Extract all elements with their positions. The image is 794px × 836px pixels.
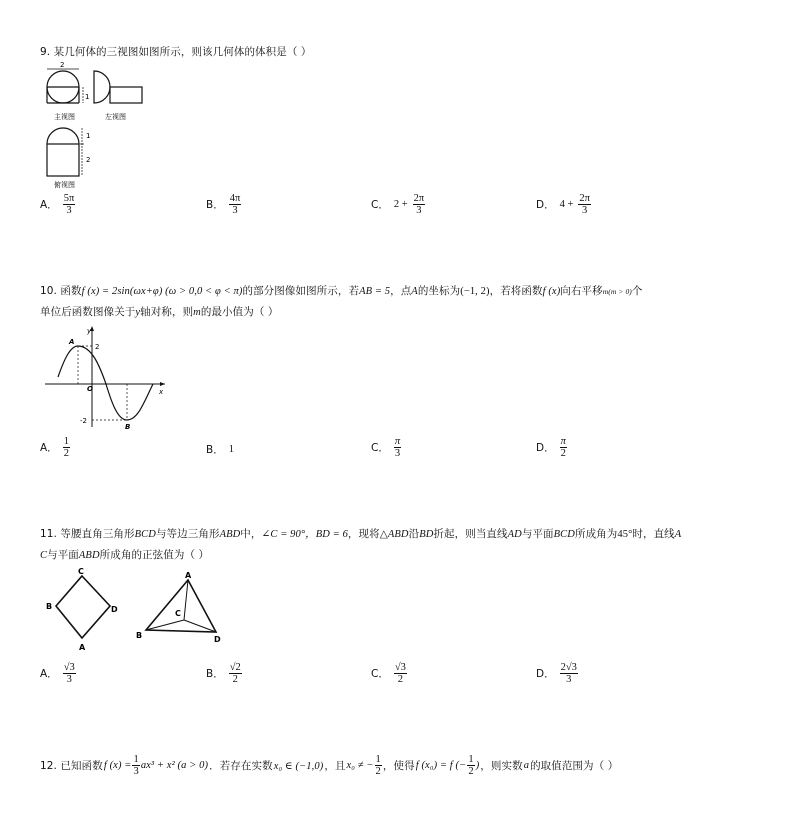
top-view-shape [47,128,79,144]
fraction: $\frac{1}{2}$ [63,436,69,460]
top-view-label: 俯视图 [54,181,75,189]
x-axis-label: x [159,388,164,396]
q10-stem-line2: 单位后函数图像关于y轴对称，则m的最小值为（ ） [40,306,279,318]
q11-stem-line2: C与平面ABD所成角的正弦值为（ ） [40,549,210,561]
q9-option-b[interactable]: B． $\frac{4\pi}{3}$ [206,193,241,217]
side-view-shape [94,71,110,103]
dim-2-top: 2 [60,61,65,69]
q10-option-a[interactable]: A． $\frac{1}{2}$ [40,436,69,460]
q10-stem-line1: 10. 函数f (x) = 2sin(ωx+φ) (ω > 0,0 < φ < π)的部分图像如图所示，若AB = 5，点A的坐标为(−1, 2)，若将函数f (x)向右平移m(m > 0)个 [40,285,643,297]
q11-option-c[interactable]: C． $\frac{√3}{2}$ [371,662,406,686]
q9-option-d[interactable]: D． 4 + $\frac{2\pi}{3}$ [536,193,590,217]
q9-option-c[interactable]: C． 2 + $\frac{2\pi}{3}$ [371,193,425,217]
dim-2-side: 2 [86,156,91,164]
q10-sine-graph [40,322,170,432]
front-view-label: 主视图 [54,113,75,121]
sine-curve [58,346,153,420]
fraction: $\frac{2\pi}{3}$ [579,193,590,217]
fraction: $\frac{5\pi}{3}$ [63,193,75,217]
point-b-label: B [125,423,131,431]
fraction: $\frac{\pi}{3}$ [394,436,401,460]
fraction-one-third: $\frac{1}{3}$ [133,754,139,778]
triangle-abd [146,580,216,632]
fig2-label-b: B [136,631,143,640]
fig2-label-a: A [185,571,192,580]
fraction: $\frac{√3}{3}$ [63,662,75,686]
fraction-one-half-b: $\frac{1}{2}$ [468,754,474,778]
q11-option-d[interactable]: D． $\frac{2√3}{3}$ [536,662,577,686]
fraction: $\frac{2\pi}{3}$ [413,193,425,217]
q10-option-d[interactable]: D． $\frac{\pi}{2}$ [536,436,566,460]
q10-option-b[interactable]: B． 1 [206,444,234,456]
q9-option-a[interactable]: A． $\frac{5\pi}{3}$ [40,193,75,217]
fraction: $\frac{\pi}{2}$ [560,436,566,460]
y-tick-neg2: -2 [80,417,87,425]
point-a-label: A [69,338,75,346]
origin-label: O [87,385,93,393]
square-bcda [56,576,110,638]
fig1-label-b: B [46,602,53,611]
q11-square-figure [44,566,124,656]
fraction: $\frac{4\pi}{3}$ [229,193,241,217]
q11-stem-line1: 11. 等腰直角三角形BCD与等边三角形ABD中，∠C = 90°，BD = 6，现将△ABD沿BD折起，则当直线AD与平面BCD所成角为45°时，直线A [40,528,682,540]
y-axis-label: y [87,327,92,335]
fraction: $\frac{√3}{2}$ [394,662,406,686]
q10-option-c[interactable]: C． $\frac{\pi}{3}$ [371,436,401,460]
fig2-label-c: C [175,609,181,618]
fraction: $\frac{√2}{2}$ [229,662,241,686]
fraction-one-half: $\frac{1}{2}$ [375,754,381,778]
dim-1-front: 1 [85,93,90,101]
dim-1-top: 1 [86,132,91,140]
side-view-label: 左视图 [105,113,126,121]
fig1-label-a: A [79,643,86,652]
fraction: $\frac{2√3}{3}$ [560,662,577,686]
fig2-label-d: D [214,635,221,644]
q11-option-a[interactable]: A． $\frac{√3}{3}$ [40,662,75,686]
q11-option-b[interactable]: B． $\frac{√2}{2}$ [206,662,241,686]
y-tick-2: 2 [95,343,100,351]
q9-stem: 9. 某几何体的三视图如图所示，则该几何体的体积是（ ） [40,46,312,58]
fig1-label-c: C [78,567,84,576]
q12-stem: 12. 已知函数 f (x) = $\frac{1}{3}$ ax³ + x² (a > 0) ．若存在实数 x₀ ∈ (−1,0) ，且 x₀ ≠ − $\frac{1}{2}$ ，使得 f (x₀) = f (− $\frac{1}{2}$ ) ，则实数 a 的取值范围为（ ） [40,754,619,778]
q9-three-view-figure [40,58,150,193]
q11-tetrahedron-figure [134,568,228,648]
fig1-label-d: D [111,605,118,614]
